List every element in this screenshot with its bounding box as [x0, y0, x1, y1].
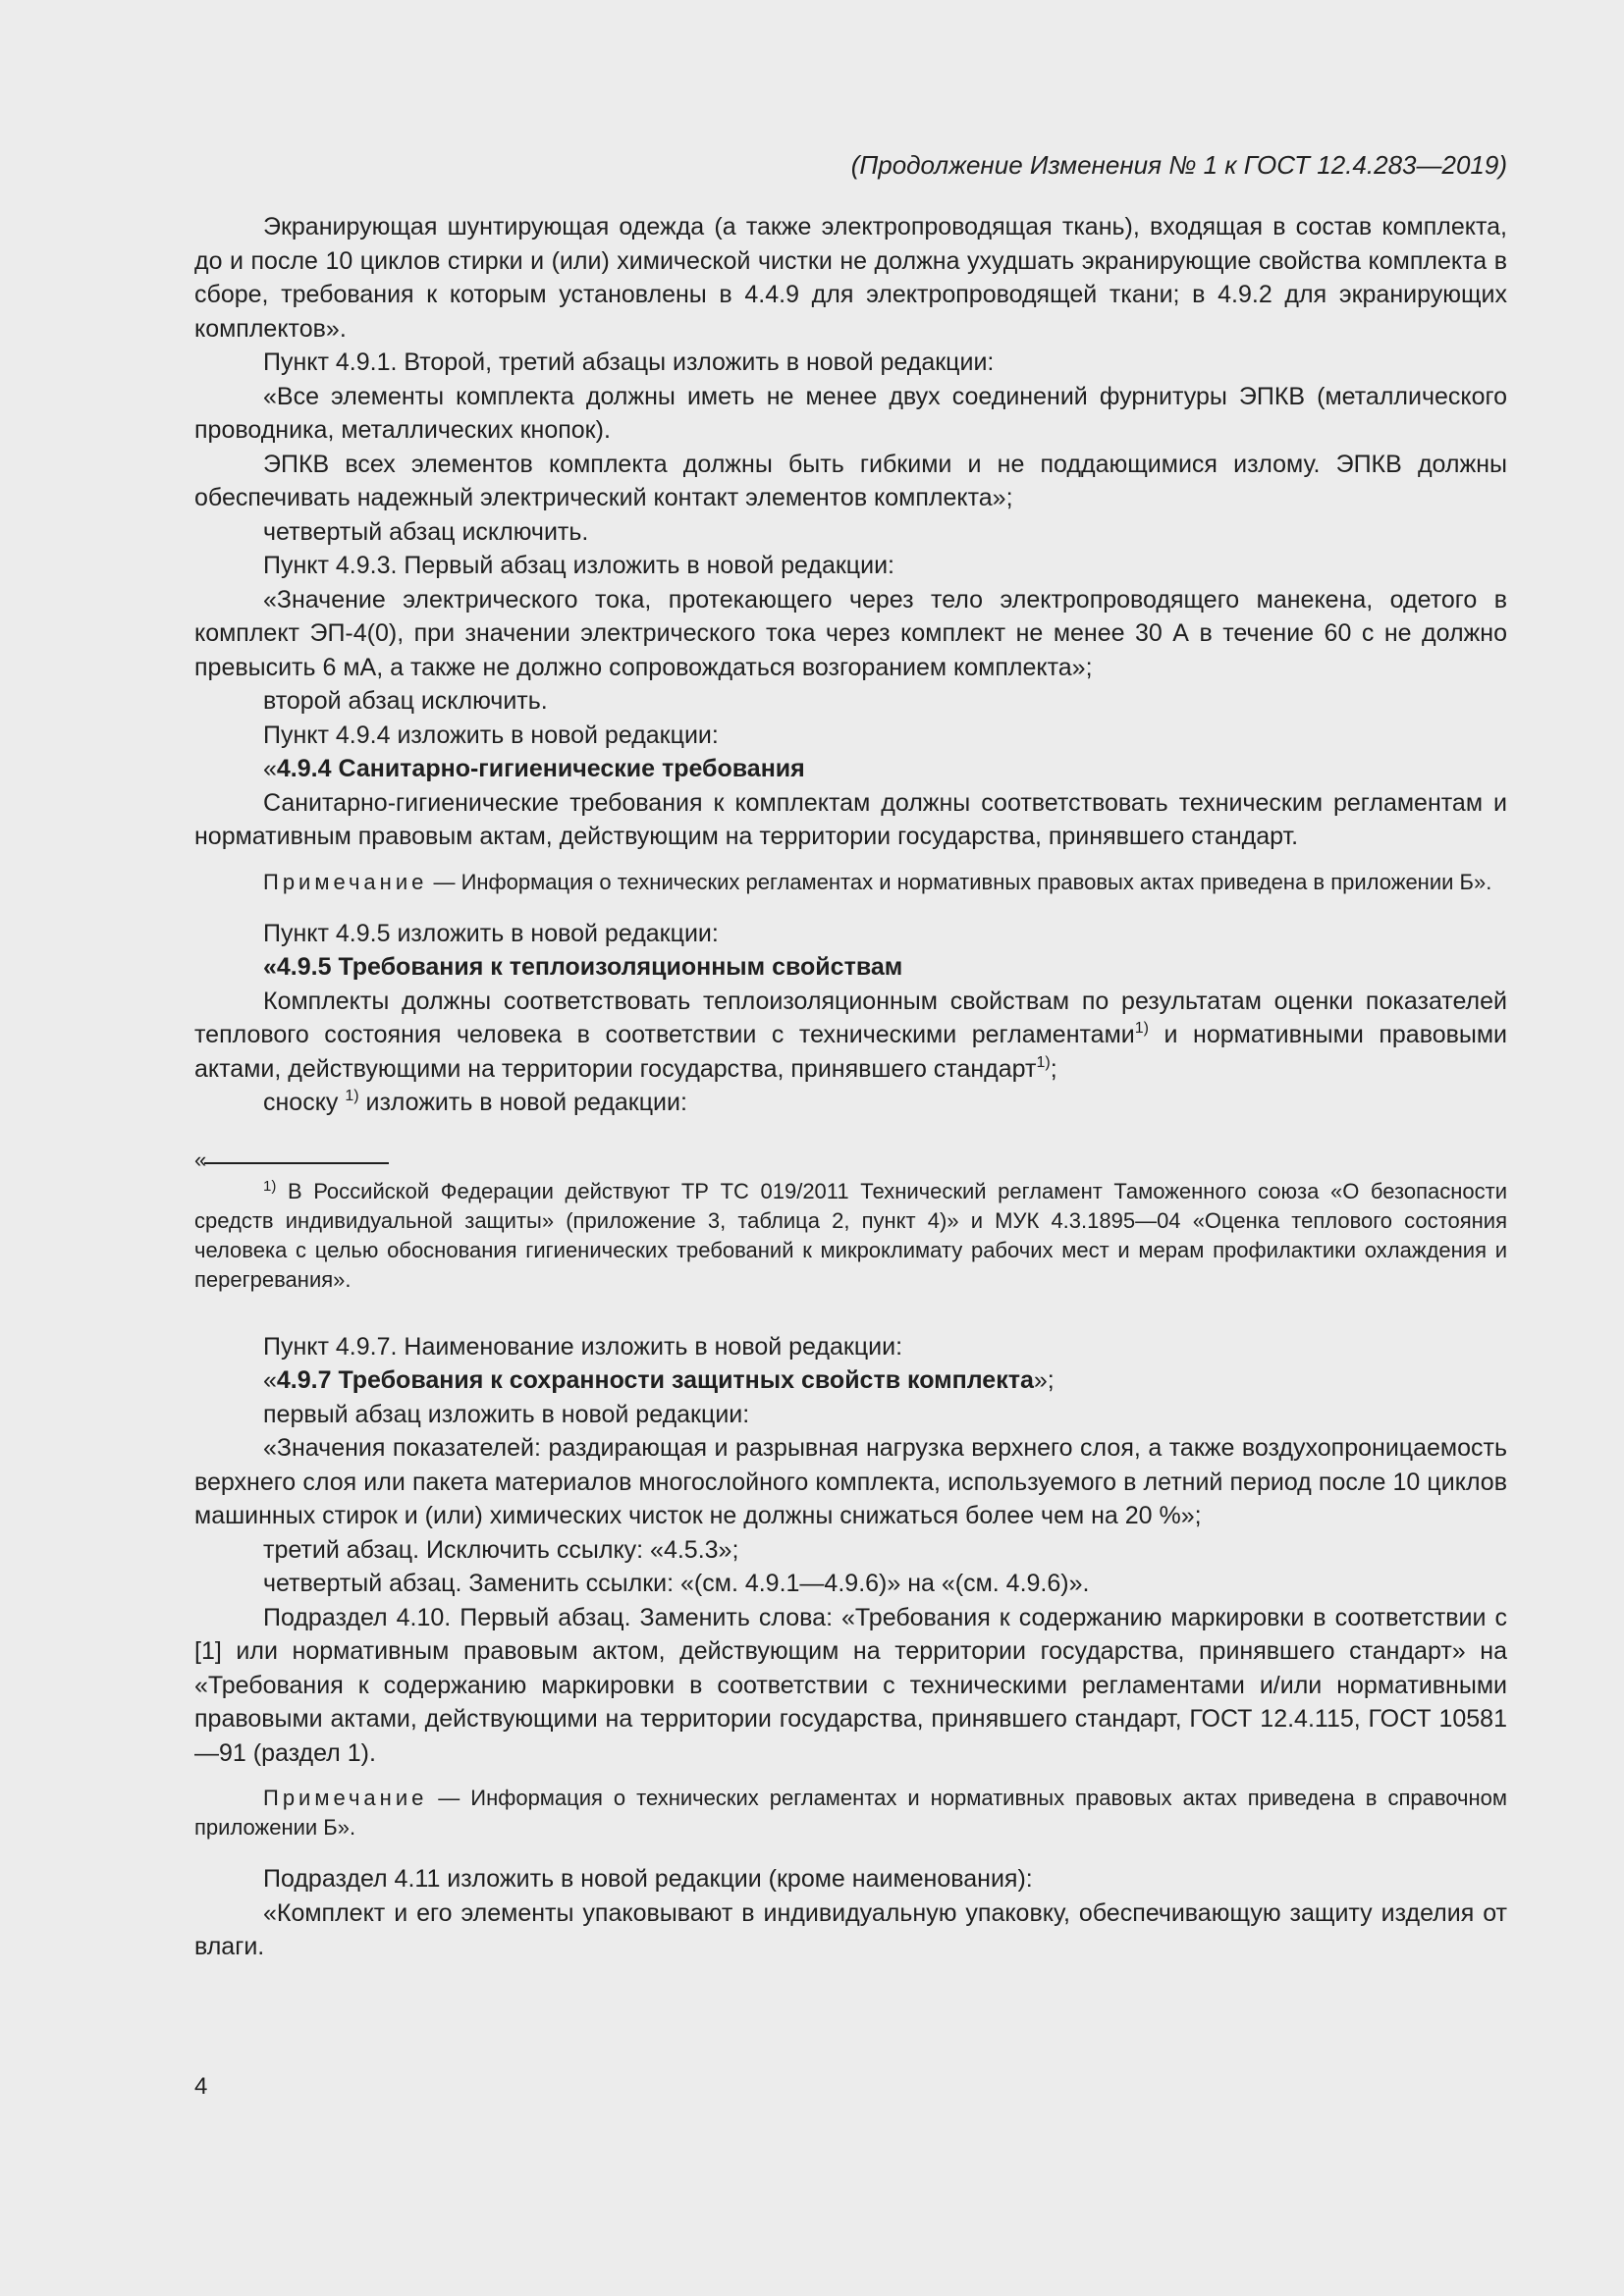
paragraph: Пункт 4.9.1. Второй, третий абзацы изложить в новой редакции:	[263, 348, 995, 376]
paragraph: Пункт 4.9.3. Первый абзац изложить в новой редакции:	[263, 552, 895, 579]
note-label: Примечание	[263, 1786, 428, 1810]
paragraph: ЭПКВ всех элементов комплекта должны быть гибкими и не поддающимися излому. ЭПКВ должны обеспечивать надежный электрический контакт элементов комплекта»;	[194, 450, 1507, 511]
note-text: — Информация о технических регламентах и нормативных правовых актах приведена в справочном приложении Б».	[194, 1786, 1507, 1840]
footnote	[194, 1177, 1507, 1295]
heading-text: 4.9.4 Санитарно-гигиенические требования	[276, 755, 805, 782]
section-heading-4-9-5	[194, 950, 1507, 985]
section-heading-4-9-7	[194, 1363, 1507, 1398]
paragraph: четвертый абзац исключить.	[263, 517, 589, 546]
text-run: Комплекты должны соответствовать теплоизоляционным свойствам по результатам оценки показателей теплового состояния человека в соответствии с техническими регламентами	[194, 987, 1507, 1048]
paragraph	[194, 985, 1507, 1087]
separator-line	[204, 1162, 389, 1164]
footnote-ref: 1)	[345, 1088, 359, 1104]
close-quote: »;	[1033, 1366, 1055, 1394]
footnote-text: В Российской Федерации действуют ТР ТС 019/2011 Технический регламент Таможенного союза «О безопасности средств индивидуальной защиты» (приложение 3, таблица 2, пункт 4)» и МУК 4.3.1895—04 «Оценка теплового состояния человека с целью обоснования гигиенических требований к микроклимату рабочих мест и мерам профилактики охлаждения и перегревания».	[194, 1178, 1507, 1292]
paragraph: Подраздел 4.10. Первый абзац. Заменить слова: «Требования к содержанию маркировки в соответствии с [1] или нормативным правовым актом, действующим на территории государства, принявшего стандарт» на «Требования к содержанию маркировки в соответствии с техническими регламентами и/или нормативными правовыми актами, действующими на территории государства, принявшего стандарт, ГОСТ 12.4.115, ГОСТ 10581—91 (раздел 1).	[194, 1603, 1507, 1767]
note	[194, 868, 1507, 897]
paragraph: второй абзац исключить.	[263, 687, 548, 715]
paragraph: «Значение электрического тока, протекающего через тело электропроводящего манекена, одетого в комплект ЭП-4(0), при значении электрического тока через комплект не менее 30 А в течение 60 с не должно превысить 6 мА, а также не должно сопровождаться возгоранием комплекта»;	[194, 585, 1507, 681]
heading-text: 4.9.7 Требования к сохранности защитных свойств комплекта	[276, 1366, 1034, 1394]
text-run: сноску	[263, 1089, 346, 1116]
text-run: ;	[1050, 1054, 1057, 1083]
paragraph: Подраздел 4.11 изложить в новой редакции (кроме наименования):	[263, 1865, 1033, 1893]
paragraph: первый абзац изложить в новой редакции:	[263, 1400, 750, 1428]
paragraph: Пункт 4.9.7. Наименование изложить в новой редакции:	[263, 1332, 903, 1361]
page-number: 4	[194, 2073, 208, 2100]
note-label: Примечание	[263, 869, 428, 894]
paragraph: «Все элементы комплекта должны иметь не менее двух соединений фурнитуры ЭПКВ (металлического проводника, металлических кнопок).	[194, 382, 1507, 444]
text-run: изложить в новой редакции:	[358, 1089, 687, 1116]
paragraph: Экранирующая шунтирующая одежда (а также электропроводящая ткань), входящая в состав комплекта, до и после 10 циклов стирки и (или) химической чистки не должна ухудшать экранирующие свойства комплекта в сборе, требования к которым установлены в 4.4.9 для электропроводящей ткани; в 4.9.2 для экранирующих комплектов».	[194, 213, 1507, 343]
footnote-ref: 1)	[1134, 1020, 1149, 1037]
open-quote: «	[263, 1366, 277, 1394]
open-quote: «	[194, 1147, 207, 1172]
paragraph: третий абзац. Исключить ссылку: «4.5.3»;	[263, 1535, 739, 1564]
paragraph: Пункт 4.9.5 изложить в новой редакции:	[263, 919, 719, 947]
open-quote: «	[263, 755, 277, 782]
paragraph: Санитарно-гигиенические требования к комплектам должны соответствовать техническим регламентам и нормативным правовым актам, действующим на территории государства, принявшего стандарт.	[194, 788, 1507, 850]
spacer	[194, 1120, 1507, 1157]
section-heading-4-9-4	[194, 752, 1507, 786]
note-text: — Информация о технических регламентах и нормативных правовых актах приведена в приложении Б».	[427, 869, 1492, 894]
paragraph: «Значения показателей: раздирающая и разрывная нагрузка верхнего слоя, а также воздухопроницаемость верхнего слоя или пакета материалов многослойного комплекта, используемого в летний период после 10 циклов машинных стирок и (или) химических чисток не должны снижаться более чем на 20 %»;	[194, 1434, 1507, 1529]
footnote-separator	[194, 1147, 1507, 1177]
paragraph	[194, 1086, 1507, 1120]
paragraph: «Комплект и его элементы упаковывают в индивидуальную упаковку, обеспечивающую защиту изделия от влаги.	[194, 1898, 1507, 1960]
spacer	[194, 1295, 1507, 1330]
running-title: (Продолжение Изменения № 1 к ГОСТ 12.4.283—2019)	[850, 150, 1507, 180]
paragraph: четвертый абзац. Заменить ссылки: «(см. 4.9.1—4.9.6)» на «(см. 4.9.6)».	[263, 1570, 1090, 1597]
page-body	[194, 210, 1507, 1964]
footnote-ref: 1)	[1036, 1053, 1051, 1071]
note	[194, 1784, 1507, 1842]
paragraph: Пункт 4.9.4 изложить в новой редакции:	[263, 721, 719, 749]
footnote-marker: 1)	[263, 1177, 277, 1195]
text-run: и нормативными правовыми актами, действующими на территории государства, принявшего стандарт	[194, 1021, 1507, 1083]
document-page	[194, 0, 1507, 2296]
heading-text: «4.9.5 Требования к теплоизоляционным свойствам	[263, 953, 903, 981]
